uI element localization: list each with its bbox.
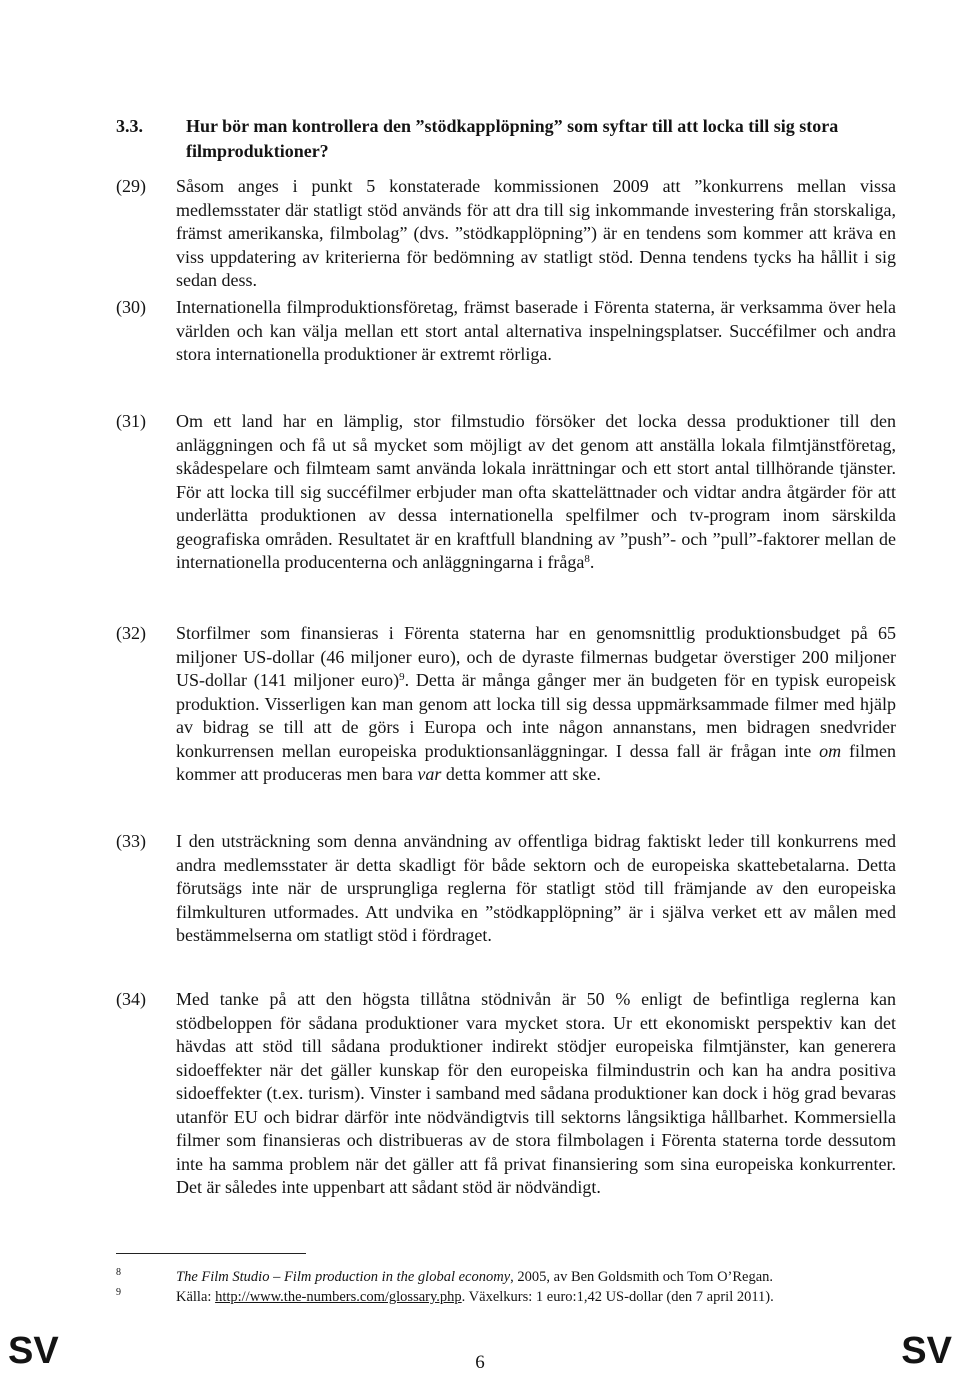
paragraph-number: (32) bbox=[116, 623, 146, 643]
footnote-mark: 8 bbox=[116, 1267, 121, 1278]
paragraph-text-part-a: Storfilmer som finansieras i Förenta staterna har en genomsnittlig produktionsbudget på 65 miljoner US-dollar (46 miljoner euro), och de dyraste filmernas budgetar överstiger 200 miljoner US-dollar (141 miljoner euro) bbox=[176, 623, 896, 690]
language-code-right: SV bbox=[901, 1330, 952, 1372]
footnote-rest: , 2005, av Ben Goldsmith och Tom O’Regan. bbox=[510, 1269, 774, 1285]
emphasis-var: var bbox=[417, 764, 442, 784]
footnote-9 bbox=[116, 1287, 916, 1307]
paragraph-text-part-c: filmen kommer att produceras men bara bbox=[176, 740, 896, 784]
paragraph-33 bbox=[116, 830, 896, 948]
footnote-8 bbox=[116, 1267, 916, 1287]
footnote-source-link[interactable]: http://www.the-numbers.com/glossary.php bbox=[215, 1289, 462, 1305]
paragraph-number: (31) bbox=[116, 411, 146, 431]
paragraph-text: Med tanke på att den högsta tillåtna stödnivån är 50 % enligt de befintliga reglerna kan stödbeloppen för sådana produktioner vara mycket stora. Ur ett ekonomiskt perspektiv kan det hävdas att stöd till sådana produktioner indirekt stödjer europeiska filmtjänster, kan generera sidoeffekter när det gäller kunskap för den europeiska filmindustrin och kan ha andra positiva sidoeffekter (t.ex. turism). Vinster i samband med sådana produktioner kan dock i hög grad bevaras utanför EU och bidrar därför inte nödvändigtvis till sektorns långsiktiga hållbarhet. Kommersiella filmer som finansieras och distribueras av de stora filmbolagen i Förenta staterna torde dessutom inte ha samma problem när det gäller att få privat finansiering som sina europeiska konkurrenter. Det är således inte uppenbart att sådant stöd är nödvändigt. bbox=[176, 989, 896, 1197]
footnote-prefix: Källa: bbox=[176, 1289, 216, 1305]
paragraph-text-end: . bbox=[589, 552, 595, 572]
paragraph-34 bbox=[116, 988, 896, 1200]
paragraph-32 bbox=[116, 622, 896, 787]
paragraph-text: Internationella filmproduktionsföretag, främst baserade i Förenta staterna, är verksamma över hela världen och kan välja mellan ett stort antal alternativa inspelningsplatser. Succéfilmer och andra stora internationella produktioner är extremt rörliga. bbox=[176, 297, 896, 364]
footnote-cited-title: The Film Studio – Film production in the global economy bbox=[176, 1269, 511, 1285]
footnote-text bbox=[176, 1267, 916, 1287]
paragraph-text: Såsom anges i punkt 5 konstaterade kommissionen 2009 att ”konkurrens mellan vissa medlemsstater där statligt stöd används för att dra till sig inkommande investering från storskaliga, främst amerikanska, filmbolag” (dvs. ”stödkapplöpning”) är en tendens som kommer att kräva en viss uppdatering av kriterierna för bedömning av statligt stöd. Denna tendens tycks ha hållit i sig sedan dess. bbox=[176, 176, 896, 290]
paragraph-29 bbox=[116, 175, 896, 293]
paragraph-number: (29) bbox=[116, 176, 146, 196]
section-number: 3.3. bbox=[116, 116, 143, 136]
section-title: Hur bör man kontrollera den ”stödkapplöpning” som syftar till att locka till sig stora filmproduktioner? bbox=[186, 116, 839, 161]
paragraph-text: I den utsträckning som denna användning av offentliga bidrag faktiskt leder till konkurrens med andra medlemsstater är detta skadligt för både sektorn och de europeiska skattebetalarna. Detta förutsägs inte när de ursprungliga reglerna för statligt stöd till främjande av den europeiska filmkulturen utformades. Att undvika en ”stödkapplöpning” är i själva verket ett av målen med bestämmelserna om statligt stöd i fördraget. bbox=[176, 831, 896, 945]
footnote-ref-8[interactable]: 8 bbox=[584, 553, 590, 565]
paragraph-number: (34) bbox=[116, 989, 146, 1009]
footnote-ref-9[interactable]: 9 bbox=[399, 671, 405, 683]
paragraph-number: (30) bbox=[116, 297, 146, 317]
paragraph-number: (33) bbox=[116, 831, 146, 851]
paragraph-31 bbox=[116, 410, 896, 575]
emphasis-om: om bbox=[819, 740, 842, 761]
paragraph-text bbox=[176, 622, 896, 787]
footnote-mark: 9 bbox=[116, 1287, 121, 1298]
paragraph-text-part-d: detta kommer att ske. bbox=[441, 764, 601, 784]
footnote-text bbox=[176, 1287, 916, 1307]
paragraph-30 bbox=[116, 296, 896, 367]
footnote-divider bbox=[116, 1253, 306, 1254]
footnote-rest: . Växelkurs: 1 euro:1,42 US-dollar (den 7 april 2011). bbox=[461, 1289, 774, 1305]
paragraph-text-part-b: . Detta är många gånger mer än budgeten för en typisk europeisk produktion. Visserligen kan man genom att locka till sig dessa uppmärksammade filmer med hjälp av bidrag se till att de görs i Europa och inte någon annanstans, men bidragen snedvrider konkurrensen mellan europeiska produktionsanläggningar. I dessa fall är frågan inte bbox=[176, 670, 896, 761]
paragraph-text-main: Om ett land har en lämplig, stor filmstudio försöker det locka dessa produktioner till den anläggningen och få ut så mycket som möjligt av det genom att anställa lokala filmtjänstföretag, skådespelare och filmteam samt använda lokala inrättningar och ett stort antal tillhörande tjänster. För att locka till sig succéfilmer erbjuder man ofta skattelättnader och vidtar andra åtgärder för att underlätta produktionen av dessa internationella spelfilmer och tv-program inom särskilda geografiska områden. Resultatet är en kraftfull blandning av ”push”- och ”pull”-faktorer mellan de internationella producenterna och anläggningarna i fråga bbox=[176, 411, 896, 572]
language-code-left: SV bbox=[8, 1330, 59, 1372]
page-number: 6 bbox=[475, 1352, 485, 1373]
paragraph-text bbox=[176, 410, 896, 575]
